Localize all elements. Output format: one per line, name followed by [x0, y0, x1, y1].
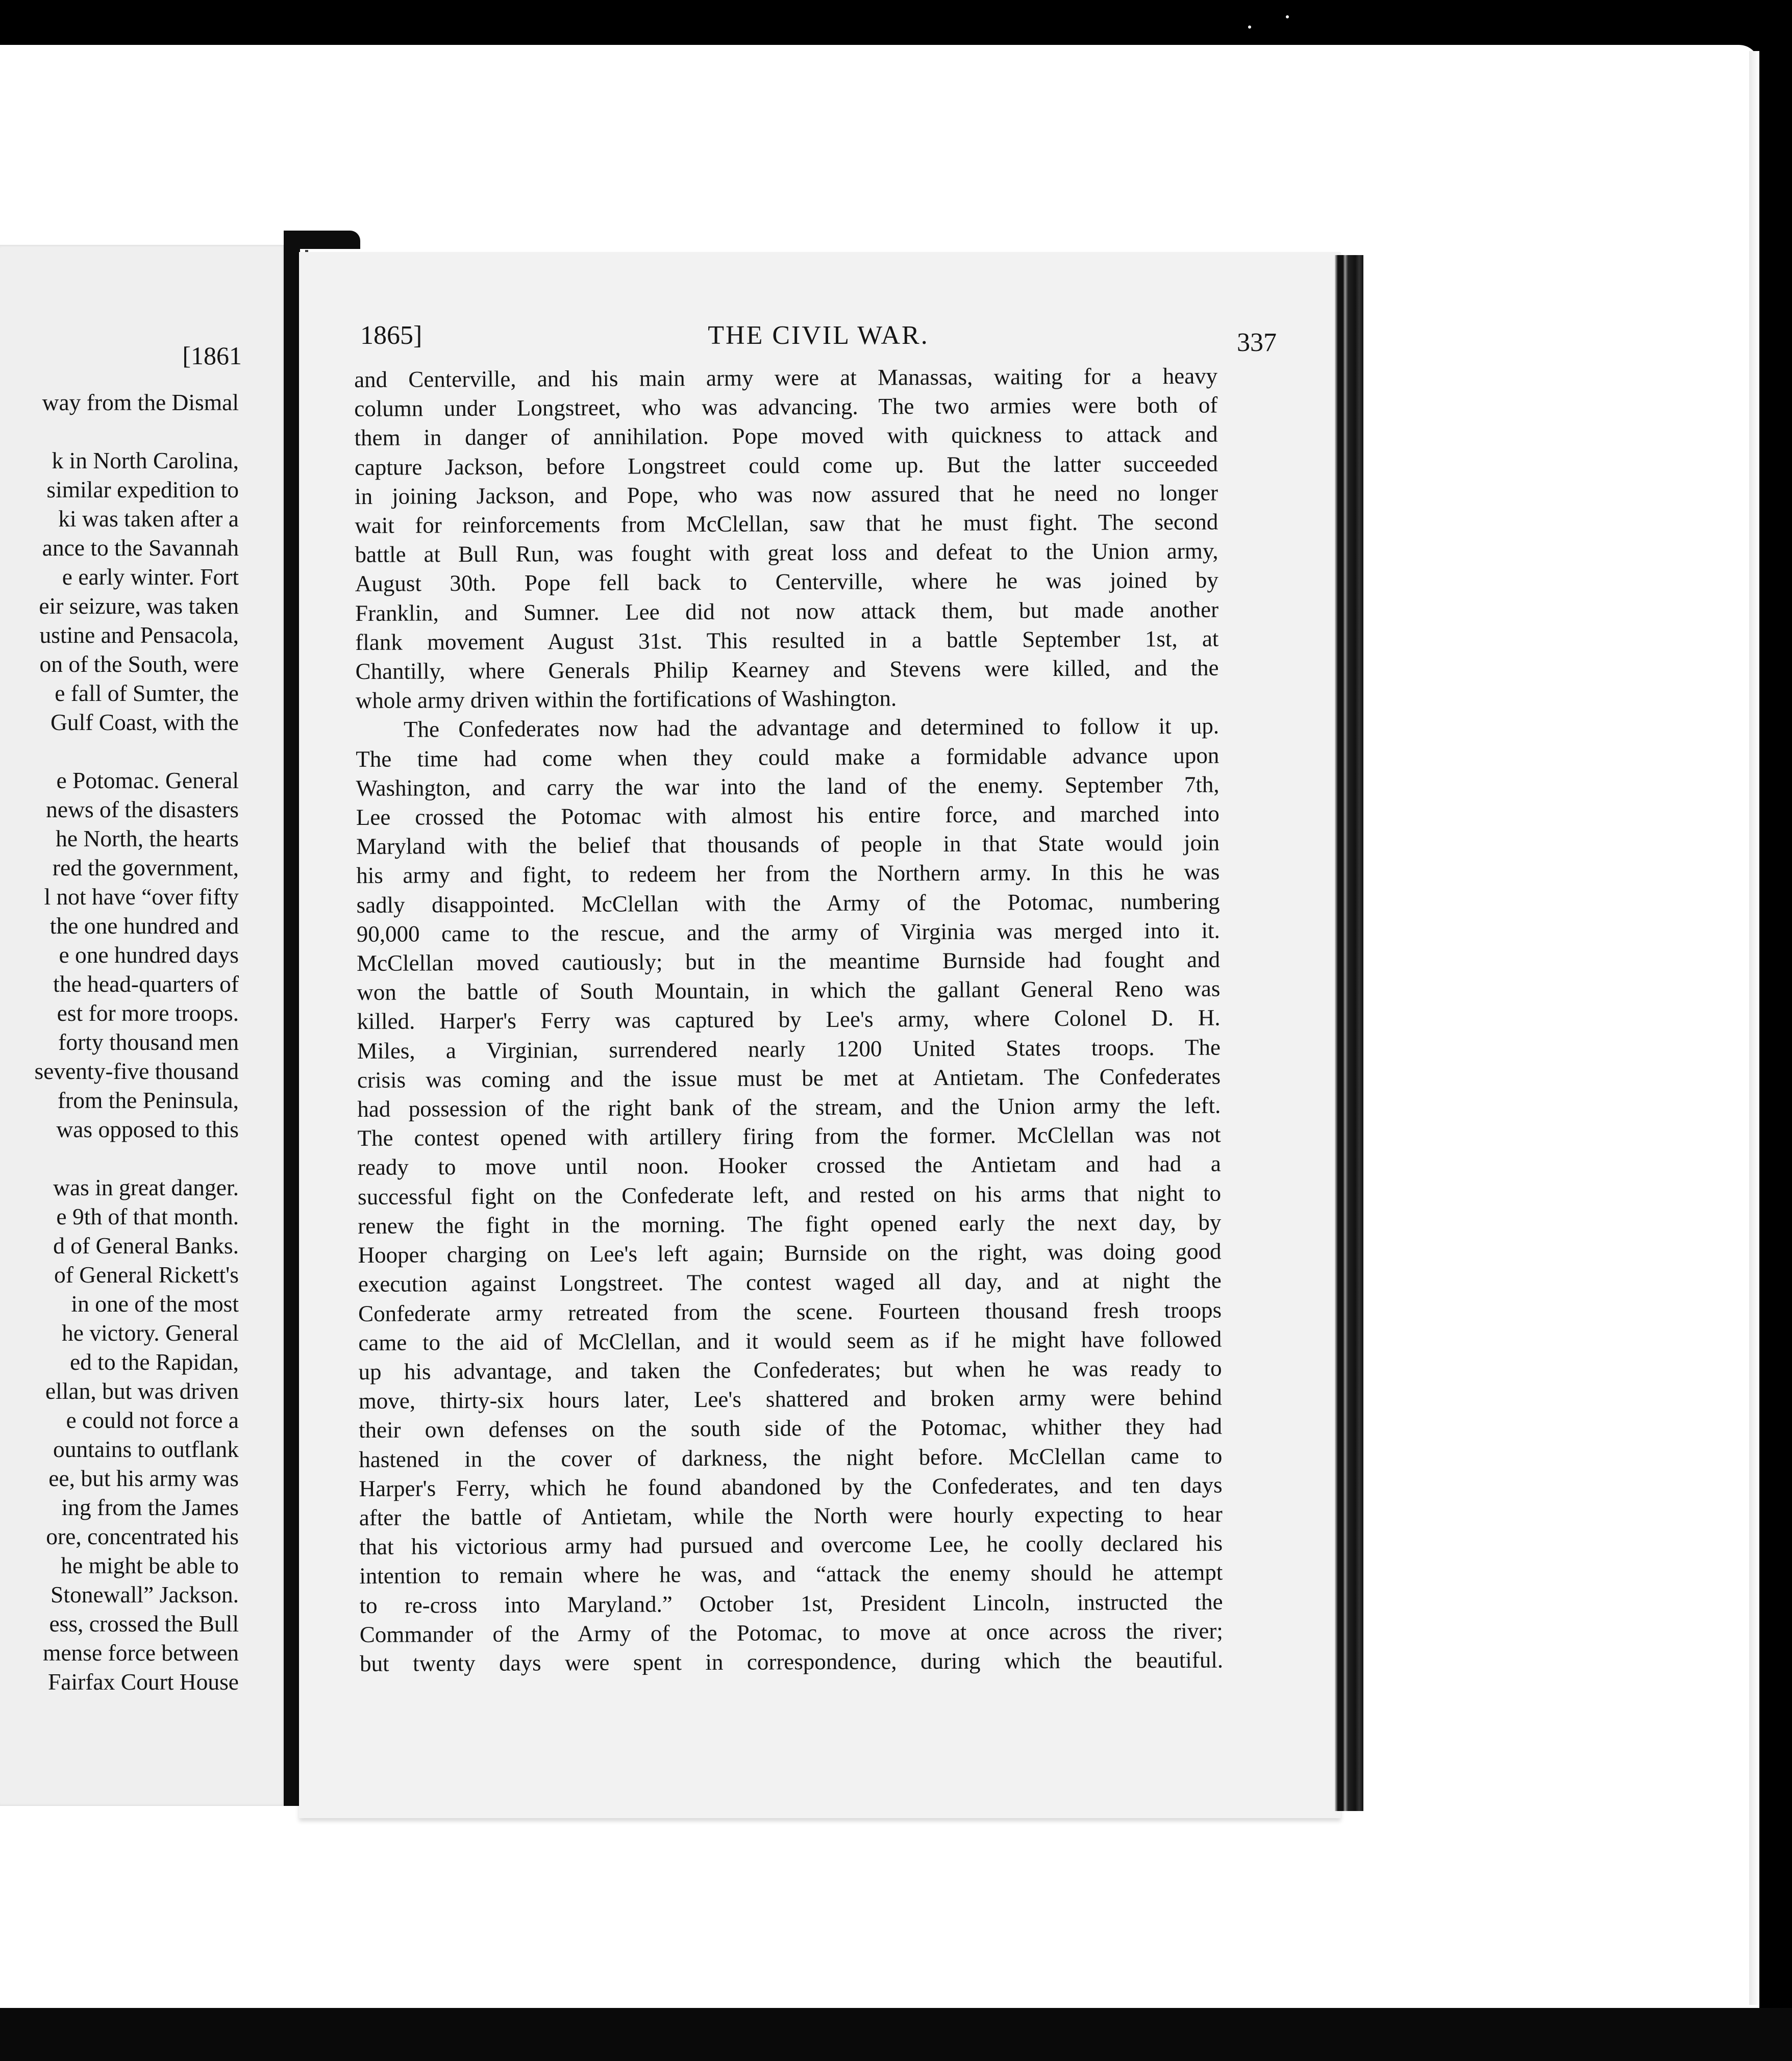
- left-page-line: ed to the Rapidan,: [69, 1349, 239, 1375]
- scan-speck: [1286, 15, 1289, 18]
- text-line: wait for reinforcements from McClellan, saw that he must fight. The second: [355, 509, 1218, 539]
- text-line: in joining Jackson, and Pope, who was now assured that he need no longer: [355, 480, 1218, 509]
- text-line: Washington, and carry the war into the land of the enemy. September 7th,: [356, 771, 1219, 801]
- body-text: [354, 362, 1223, 1678]
- text-line: August 30th. Pope fell back to Centerville, where he was joined by: [355, 567, 1218, 597]
- page-number: 337: [1237, 328, 1277, 357]
- left-page-line: ountains to outflank: [53, 1436, 239, 1462]
- left-page-line: seventy-five thousand: [34, 1058, 239, 1084]
- left-page-line: the head-quarters of: [53, 971, 239, 997]
- text-line: but twenty days were spent in correspondence, during which the beautiful.: [359, 1647, 1224, 1676]
- text-line: capture Jackson, before Longstreet could come up. But the latter succeeded: [354, 450, 1218, 480]
- left-page-line: ess, crossed the Bull: [49, 1611, 239, 1637]
- left-page-folio: [1861: [182, 341, 242, 370]
- left-page-line: e fall of Sumter, the: [55, 680, 239, 706]
- text-line: them in danger of annihilation. Pope moved with quickness to attack and: [354, 421, 1218, 451]
- left-page-line: l not have “over fifty: [44, 884, 239, 910]
- left-page-line: e 9th of that month.: [56, 1203, 239, 1229]
- text-line: Confederate army retreated from the scene. Fourteen thousand fresh troops: [358, 1297, 1222, 1326]
- left-page-line: ing from the James: [61, 1494, 239, 1520]
- right-page: [299, 252, 1341, 1818]
- left-page-line: e one hundred days: [59, 942, 239, 968]
- left-page-line: est for more troops.: [57, 1000, 239, 1026]
- text-line: execution against Longstreet. The contest waged all day, and at night the: [358, 1267, 1222, 1297]
- text-line: sadly disappointed. McClellan with the Army of the Potomac, numbering: [356, 888, 1220, 918]
- text-line: successful fight on the Confederate left, and rested on his arms that night to: [358, 1180, 1222, 1210]
- left-page-line: forty thousand men: [58, 1029, 239, 1055]
- text-line: had possession of the right bank of the stream, and the Union army the left.: [357, 1092, 1221, 1122]
- text-line: whole army driven within the fortifications of Washington.: [355, 685, 897, 714]
- text-line: and Centerville, and his main army were at Manassas, waiting for a heavy: [354, 363, 1218, 392]
- text-line: killed. Harper's Ferry was captured by Lee's army, where Colonel D. H.: [357, 1005, 1221, 1035]
- left-page-line: on of the South, were: [39, 651, 239, 677]
- left-page-line: Stonewall” Jackson.: [51, 1581, 239, 1607]
- text-line: intention to remain where he was, and “attack the enemy should he attempt: [359, 1559, 1223, 1589]
- left-page-line: e could not force a: [66, 1407, 239, 1433]
- left-page-line: was opposed to this: [56, 1116, 239, 1142]
- left-page-line: news of the disasters: [46, 796, 239, 822]
- left-page-line: ee, but his army was: [48, 1465, 239, 1491]
- book-binding: [284, 235, 300, 1806]
- text-line: Harper's Ferry, which he found abandoned by the Confederates, and ten days: [359, 1472, 1223, 1501]
- text-line: McClellan moved cautiously; but in the meantime Burnside had fought and: [357, 946, 1221, 976]
- left-page-line: k in North Carolina,: [52, 447, 239, 473]
- left-page-line: ance to the Savannah: [42, 535, 239, 561]
- text-line: Commander of the Army of the Potomac, to move at once across the river;: [359, 1618, 1223, 1647]
- text-line: his army and fight, to redeem her from the Northern army. In this he was: [356, 859, 1220, 889]
- text-line: flank movement August 31st. This resulted in a battle September 1st, at: [355, 625, 1219, 655]
- left-page-line: mense force between: [42, 1640, 239, 1666]
- left-page-line: [0, 737, 239, 766]
- left-page-line: way from the Dismal: [42, 389, 239, 415]
- left-page-line: ore, concentrated his: [46, 1523, 239, 1549]
- left-page-line: similar expedition to: [46, 476, 239, 502]
- header-year: 1865]: [360, 321, 422, 350]
- left-page-text: [0, 388, 239, 1696]
- scan-border-bottom: [0, 2008, 1792, 2061]
- text-line: The contest opened with artillery firing from the former. McClellan was not: [357, 1121, 1221, 1151]
- left-page-line: he might be able to: [61, 1552, 239, 1578]
- text-line: move, thirty-six hours later, Lee's shattered and broken army were behind: [358, 1384, 1222, 1414]
- left-page-line: red the government,: [52, 854, 239, 881]
- text-line: Chantilly, where Generals Philip Kearney and Stevens were killed, and the: [355, 655, 1219, 685]
- text-line: Lee crossed the Potomac with almost his entire force, and marched into: [356, 800, 1219, 831]
- text-line: won the battle of South Mountain, in which the gallant General Reno was: [357, 975, 1221, 1006]
- left-page-line: from the Peninsula,: [57, 1087, 239, 1113]
- left-page-line: the one hundred and: [49, 913, 239, 939]
- left-page-line: of General Rickett's: [54, 1262, 239, 1288]
- left-page-line: he victory. General: [62, 1320, 239, 1346]
- left-page-line: Fairfax Court House: [47, 1669, 239, 1695]
- text-line: to re-cross into Maryland.” October 1st, President Lincoln, instructed the: [359, 1589, 1223, 1618]
- scan-speck: [1248, 26, 1251, 29]
- text-line: Maryland with the belief that thousands of people in that State would join: [356, 830, 1220, 860]
- left-page-line: d of General Banks.: [53, 1233, 239, 1259]
- page-block-edge: [1335, 255, 1363, 1811]
- text-line: crisis was coming and the issue must be met at Antietam. The Confederates: [357, 1063, 1221, 1093]
- left-page-line: was in great danger.: [53, 1174, 239, 1200]
- text-line: Franklin, and Sumner. Lee did not now attack them, but made another: [355, 596, 1219, 626]
- left-page-line: [0, 1144, 239, 1173]
- text-line: Hooper charging on Lee's left again; Burnside on the right, was doing good: [358, 1238, 1222, 1268]
- left-page-line: e early winter. Fort: [62, 564, 239, 590]
- running-header: [360, 320, 1277, 356]
- text-line: ready to move until noon. Hooker crossed the Antietam and had a: [357, 1151, 1221, 1180]
- left-page-line: [0, 417, 239, 446]
- left-page-line: e Potomac. General: [56, 767, 239, 793]
- text-line: up his advantage, and taken the Confederates; but when he was ready to: [358, 1355, 1222, 1385]
- left-page-line: ustine and Pensacola,: [39, 622, 239, 648]
- text-line: The Confederates now had the advantage and determined to follow it up.: [404, 713, 1219, 743]
- left-page-line: Gulf Coast, with the: [50, 709, 239, 735]
- text-line: The time had come when they could make a formidable advance upon: [356, 742, 1219, 772]
- text-line: column under Longstreet, who was advancing. The two armies were both of: [354, 392, 1218, 422]
- text-line: renew the fight in the morning. The fight opened early the next day, by: [358, 1209, 1222, 1239]
- left-page-line: in one of the most: [71, 1291, 239, 1317]
- left-page-line: he North, the hearts: [56, 825, 239, 851]
- text-line: that his victorious army had pursued and overcome Lee, he coolly declared his: [359, 1530, 1223, 1560]
- left-page-line: ellan, but was driven: [45, 1378, 239, 1404]
- left-page: [0, 245, 286, 1806]
- text-line: 90,000 came to the rescue, and the army of Virginia was merged into it.: [356, 917, 1220, 947]
- text-line: their own defenses on the south side of the Potomac, whither they had: [358, 1413, 1223, 1443]
- sheet-edge: [1749, 51, 1759, 2005]
- text-line: came to the aid of McClellan, and it would seem as if he might have followed: [358, 1326, 1222, 1355]
- text-line: hastened in the cover of darkness, the night before. McClellan came to: [359, 1443, 1223, 1472]
- left-page-line: ki was taken after a: [58, 506, 239, 532]
- binding-flap: [284, 231, 360, 249]
- left-page-line: eir seizure, was taken: [39, 593, 239, 619]
- text-line: battle at Bull Run, was fought with great loss and defeat to the Union army,: [355, 538, 1218, 568]
- text-line: Miles, a Virginian, surrendered nearly 1200 United States troops. The: [357, 1034, 1221, 1064]
- text-line: after the battle of Antietam, while the North were hourly expecting to hear: [359, 1501, 1223, 1530]
- header-title: THE CIVIL WAR.: [708, 321, 929, 350]
